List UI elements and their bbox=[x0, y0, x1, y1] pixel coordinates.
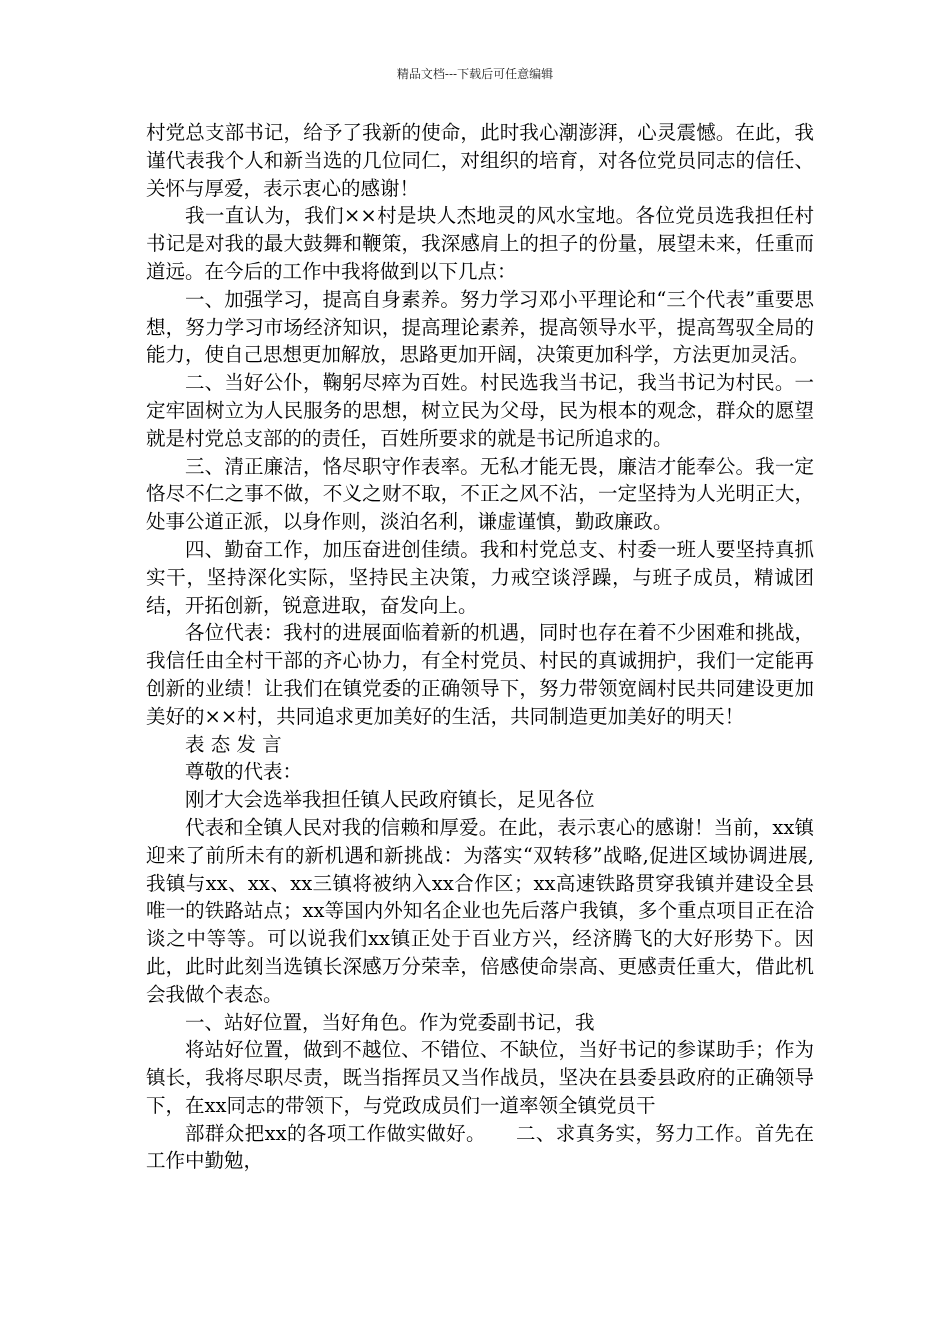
page-header: 精品文档---下载后可任意编辑 bbox=[396, 67, 554, 81]
paragraph-7: 各位代表：我村的进展面临着新的机遇，同时也存在着不少困难和挑战，我信任由全村干部的齐心协力，有全村党员、村民的真诚拥护，我们一定能再创新的业绩！让我们在镇党委的正确领导下，努力带领宽阔村民共同建设更加美好的××村，共同追求更加美好的生活，共同制造更加美好的明天！ bbox=[146, 621, 814, 728]
paragraph-10: 刚才大会选举我担任镇人民政府镇长，足见各位 bbox=[185, 788, 595, 812]
document-body bbox=[146, 119, 814, 1175]
paragraph-6: 四、勤奋工作，加压奋进创佳绩。我和村党总支、村委一班人要坚持真抓实干，坚持深化实际，坚持民主决策，力戒空谈浮躁，与班子成员，精诚团结，开拓创新，锐意进取，奋发向上。 bbox=[146, 537, 814, 617]
paragraph-5: 三、清正廉洁，恪尽职守作表率。无私才能无畏，廉洁才能奉公。我一定恪尽不仁之事不做，不义之财不取，不正之风不沾，一定坚持为人光明正大，处事公道正派，以身作则，淡泊名利，谦虚谨慎，勤政廉政。 bbox=[146, 454, 814, 534]
paragraph-14: 部群众把xx的各项工作做实做好。 二、求真务实，努力工作。首先在工作中勤勉， bbox=[146, 1121, 814, 1173]
paragraph-3: 一、加强学习，提高自身素养。努力学习邓小平理论和“三个代表”重要思想，努力学习市场经济知识，提高理论素养，提高领导水平，提高驾驭全局的能力，使自己思想更加解放，思路更加开阔，决策更加科学，方法更加灵活。 bbox=[146, 287, 814, 367]
paragraph-12: 一、站好位置，当好角色。作为党委副书记，我 bbox=[185, 1010, 595, 1034]
section-title: 表 态 发 言 bbox=[185, 732, 282, 756]
paragraph-13: 将站好位置，做到不越位、不错位、不缺位，当好书记的参谋助手；作为镇长，我将尽职尽责，既当指挥员又当作战员，坚决在县委县政府的正确领导下，在xx同志的带领下，与党政成员们一道率领全镇党员干 bbox=[146, 1038, 814, 1117]
paragraph-2: 我一直认为，我们××村是块人杰地灵的风水宝地。各位党员选我担任村书记是对我的最大鼓舞和鞭策，我深感肩上的担子的份量，展望未来，任重而道远。在今后的工作中我将做到以下几点： bbox=[146, 204, 814, 283]
paragraph-11: 代表和全镇人民对我的信赖和厚爱。在此，表示衷心的感谢！当前，xx镇迎来了前所未有的新机遇和新挑战：为落实“双转移”战略,促进区域协调进展,我镇与xx、xx、xx三镇将被纳入xx合作区；xx高速铁路贯穿我镇并建设全县唯一的铁路站点；xx等国内外知名企业也先后落户我镇，多个重点项目正在洽谈之中等等。可以说我们xx镇正处于百业方兴，经济腾飞的大好形势下。因此，此时此刻当选镇长深感万分荣幸，倍感使命崇高、更感责任重大，借此机会我做个表态。 bbox=[146, 815, 814, 1006]
paragraph-4: 二、当好公仆，鞠躬尽瘁为百姓。村民选我当书记，我当书记为村民。一定牢固树立为人民服务的思想，树立民为父母，民为根本的观念，群众的愿望就是村党总支部的的责任，百姓所要求的就是书记所追求的。 bbox=[146, 371, 814, 450]
salutation: 尊敬的代表： bbox=[185, 760, 303, 784]
paragraph-1: 村党总支部书记，给予了我新的使命，此时我心潮澎湃，心灵震憾。在此，我谨代表我个人和新当选的几位同仁，对组织的培育，对各位党员同志的信任、关怀与厚爱，表示衷心的感谢！ bbox=[146, 121, 814, 200]
